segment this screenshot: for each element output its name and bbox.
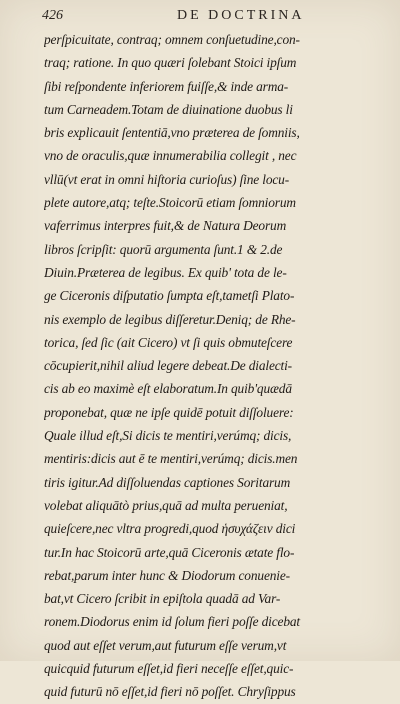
- text-line: cōcupierit,nihil aliud legere debeat.De dialecti-: [44, 358, 292, 374]
- text-line: quicquid futurum eſſet,id fieri neceſſe eſſet,quic-: [44, 661, 294, 677]
- text-block: [44, 28, 366, 704]
- text-line: quieſcere,nec vltra progredi,quod ἡσυχάζειν dici: [44, 521, 296, 537]
- text-line: plete autore,atq; teſte.Stoicorū etiam ſomniorum: [44, 195, 296, 211]
- text-line: rebat,parum inter hunc & Diodorum conuenie-: [44, 567, 290, 583]
- text-line: traq; ratione. In quo quæri ſolebant Stoici ipſum: [44, 55, 297, 71]
- text-line: vllū(vt erat in omni hiſtoria curioſus) ſine locu-: [44, 171, 290, 187]
- text-line: proponebat, quæ ne ipſe quidē potuit diſſoluere:: [44, 404, 294, 420]
- text-line: tur.In hac Stoicorū arte,quā Ciceronis ætate flo-: [44, 544, 295, 560]
- page-number: 426: [42, 8, 63, 23]
- text-line: perſpicuitate, contraq; omnem conſuetudine,con-: [44, 32, 300, 47]
- text-line: vno de oraculis,quæ innumerabilia collegit , nec: [44, 148, 297, 164]
- text-line: libros ſcripſit: quorū argumenta ſunt.1 & 2.de: [44, 241, 283, 257]
- text-line: cis ab eo maximè eſt elaboratum.In quib'quædā: [44, 381, 292, 397]
- text-line: ge Ciceronis diſputatio ſumpta eſt,tametſi Plato-: [44, 288, 295, 304]
- text-line: nis exemplo de legibus diſſeretur.Deniq; de Rhe-: [44, 311, 296, 327]
- text-line: quid futurū nō eſſet,id fieri nō poſſet. Chryſippus: [44, 684, 296, 700]
- text-line: ronem.Diodorus enim id ſolum fieri poſſe dicebat: [44, 614, 300, 630]
- running-title: DE DOCTRINA: [177, 8, 305, 23]
- text-line: tum Carneadem.Totam de diuinatione duobus li: [44, 101, 293, 117]
- text-line: Diuin.Præterea de legibus. Ex quib' tota de le-: [44, 264, 287, 280]
- running-head: [42, 5, 372, 27]
- text-line: vaferrimus interpres fuit,& de Natura Deorum: [44, 218, 287, 234]
- text-line: bat,vt Cicero ſcribit in epiſtola quadā ad Var-: [44, 591, 281, 607]
- text-line: quod aut eſſet verum,aut futurum eſſe verum,vt: [44, 637, 287, 653]
- text-line: tiris igitur.Ad diſſoluendas captiones Soritarum: [44, 474, 291, 490]
- text-line: ſibi reſpondente inferiorem fuiſſe,& inde arma-: [44, 78, 289, 94]
- text-line: mentiris:dicis aut ē te mentiri,verúmq; dicis.men: [44, 451, 298, 467]
- text-line: Quale illud eſt,Si dicis te mentiri,verúmq; dicis,: [44, 428, 292, 444]
- text-line: torica, ſed ſic (ait Cicero) vt ſi quis obmuteſcere: [44, 334, 293, 350]
- text-line: volebat aliquātò prius,quā ad multa perueniat,: [44, 497, 288, 513]
- text-line: bris explicauit ſententiā,vno præterea de ſomniis,: [44, 125, 300, 141]
